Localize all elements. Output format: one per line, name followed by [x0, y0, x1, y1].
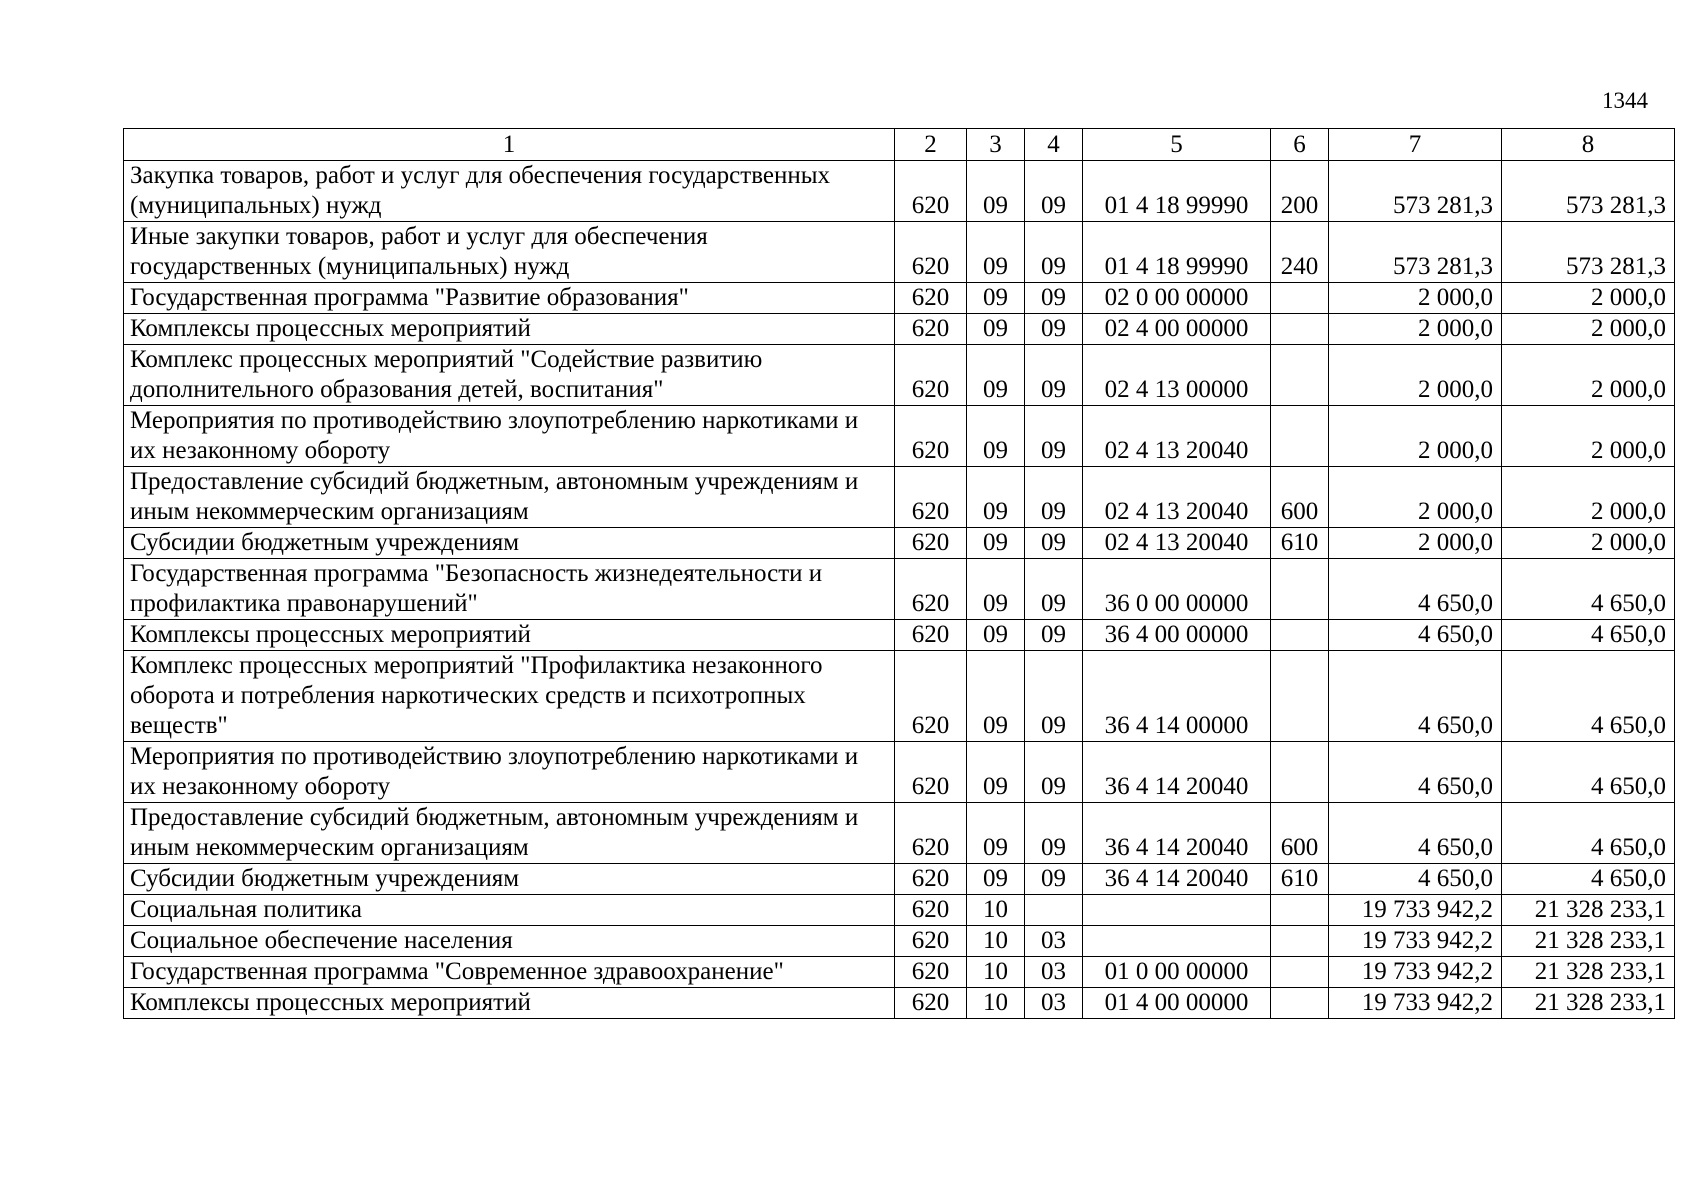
cell-section: 10 [967, 988, 1025, 1019]
table-row [124, 406, 1675, 467]
cell-ved: 620 [895, 345, 967, 406]
cell-section: 10 [967, 926, 1025, 957]
column-header-5: 5 [1083, 129, 1271, 161]
cell-section: 10 [967, 957, 1025, 988]
cell-section: 09 [967, 467, 1025, 528]
cell-amount-1: 19 733 942,2 [1329, 957, 1502, 988]
cell-ved: 620 [895, 314, 967, 345]
cell-expense-type [1271, 620, 1329, 651]
cell-target-code: 02 4 13 00000 [1083, 345, 1271, 406]
cell-amount-1: 19 733 942,2 [1329, 926, 1502, 957]
table-row [124, 345, 1675, 406]
table-row [124, 957, 1675, 988]
table-row [124, 803, 1675, 864]
cell-amount-1: 573 281,3 [1329, 222, 1502, 283]
cell-section: 09 [967, 161, 1025, 222]
cell-expense-type [1271, 314, 1329, 345]
cell-ved: 620 [895, 895, 967, 926]
cell-target-code: 02 4 13 20040 [1083, 406, 1271, 467]
cell-amount-2: 2 000,0 [1502, 345, 1675, 406]
cell-expense-type [1271, 283, 1329, 314]
cell-target-code: 36 4 14 20040 [1083, 864, 1271, 895]
row-name: Мероприятия по противодействию злоупотреблению наркотиками и их незаконному обороту [124, 742, 895, 803]
cell-amount-1: 4 650,0 [1329, 864, 1502, 895]
table-row [124, 651, 1675, 742]
cell-target-code: 36 4 00 00000 [1083, 620, 1271, 651]
cell-expense-type: 610 [1271, 864, 1329, 895]
cell-subsection: 09 [1025, 467, 1083, 528]
cell-section: 09 [967, 864, 1025, 895]
cell-section: 09 [967, 528, 1025, 559]
cell-ved: 620 [895, 222, 967, 283]
cell-subsection: 09 [1025, 222, 1083, 283]
cell-amount-1: 4 650,0 [1329, 651, 1502, 742]
cell-amount-1: 4 650,0 [1329, 559, 1502, 620]
cell-expense-type: 600 [1271, 467, 1329, 528]
cell-amount-2: 2 000,0 [1502, 528, 1675, 559]
cell-subsection: 09 [1025, 620, 1083, 651]
cell-ved: 620 [895, 559, 967, 620]
cell-target-code: 02 4 13 20040 [1083, 528, 1271, 559]
row-name: Иные закупки товаров, работ и услуг для обеспечения государственных (муниципальных) нужд [124, 222, 895, 283]
cell-target-code: 01 4 18 99990 [1083, 222, 1271, 283]
cell-ved: 620 [895, 283, 967, 314]
table-row [124, 926, 1675, 957]
cell-amount-1: 19 733 942,2 [1329, 895, 1502, 926]
cell-expense-type: 600 [1271, 803, 1329, 864]
cell-subsection: 09 [1025, 559, 1083, 620]
column-header-8: 8 [1502, 129, 1675, 161]
table-header [124, 129, 1675, 161]
cell-subsection [1025, 895, 1083, 926]
cell-ved: 620 [895, 406, 967, 467]
cell-target-code: 36 4 14 00000 [1083, 651, 1271, 742]
row-name: Субсидии бюджетным учреждениям [124, 528, 895, 559]
row-name: Государственная программа "Развитие образования" [124, 283, 895, 314]
row-name: Комплексы процессных мероприятий [124, 314, 895, 345]
cell-amount-2: 21 328 233,1 [1502, 926, 1675, 957]
cell-expense-type: 240 [1271, 222, 1329, 283]
cell-amount-1: 19 733 942,2 [1329, 988, 1502, 1019]
cell-target-code: 36 0 00 00000 [1083, 559, 1271, 620]
cell-amount-2: 573 281,3 [1502, 161, 1675, 222]
cell-ved: 620 [895, 988, 967, 1019]
cell-section: 09 [967, 651, 1025, 742]
cell-subsection: 09 [1025, 161, 1083, 222]
cell-amount-1: 573 281,3 [1329, 161, 1502, 222]
row-name: Мероприятия по противодействию злоупотреблению наркотиками и их незаконному обороту [124, 406, 895, 467]
cell-target-code: 36 4 14 20040 [1083, 742, 1271, 803]
budget-table [123, 128, 1675, 1019]
cell-expense-type [1271, 957, 1329, 988]
row-name: Субсидии бюджетным учреждениям [124, 864, 895, 895]
row-name: Комплекс процессных мероприятий "Профилактика незаконного оборота и потребления наркотических средств и психотропных веществ" [124, 651, 895, 742]
cell-amount-2: 2 000,0 [1502, 467, 1675, 528]
cell-expense-type [1271, 895, 1329, 926]
row-name: Предоставление субсидий бюджетным, автономным учреждениям и иным некоммерческим организациям [124, 803, 895, 864]
cell-amount-2: 21 328 233,1 [1502, 895, 1675, 926]
cell-section: 09 [967, 345, 1025, 406]
cell-target-code: 01 0 00 00000 [1083, 957, 1271, 988]
cell-ved: 620 [895, 528, 967, 559]
table-row [124, 559, 1675, 620]
cell-section: 09 [967, 314, 1025, 345]
cell-subsection: 09 [1025, 314, 1083, 345]
cell-target-code: 02 4 13 20040 [1083, 467, 1271, 528]
cell-amount-1: 2 000,0 [1329, 467, 1502, 528]
cell-expense-type: 200 [1271, 161, 1329, 222]
row-name: Комплекс процессных мероприятий "Содействие развитию дополнительного образования детей, воспитания" [124, 345, 895, 406]
cell-section: 09 [967, 559, 1025, 620]
cell-section: 09 [967, 283, 1025, 314]
table-row [124, 283, 1675, 314]
cell-ved: 620 [895, 651, 967, 742]
row-name: Социальная политика [124, 895, 895, 926]
cell-subsection: 09 [1025, 803, 1083, 864]
cell-target-code: 01 4 18 99990 [1083, 161, 1271, 222]
cell-amount-2: 21 328 233,1 [1502, 988, 1675, 1019]
cell-section: 09 [967, 803, 1025, 864]
cell-amount-2: 2 000,0 [1502, 283, 1675, 314]
cell-ved: 620 [895, 864, 967, 895]
cell-amount-2: 2 000,0 [1502, 314, 1675, 345]
table-row [124, 314, 1675, 345]
row-name: Закупка товаров, работ и услуг для обеспечения государственных (муниципальных) нужд [124, 161, 895, 222]
cell-subsection: 09 [1025, 406, 1083, 467]
cell-amount-1: 4 650,0 [1329, 620, 1502, 651]
header-row [124, 129, 1675, 161]
cell-expense-type [1271, 406, 1329, 467]
cell-amount-1: 2 000,0 [1329, 283, 1502, 314]
cell-section: 09 [967, 742, 1025, 803]
column-header-3: 3 [967, 129, 1025, 161]
row-name: Комплексы процессных мероприятий [124, 988, 895, 1019]
cell-amount-2: 4 650,0 [1502, 559, 1675, 620]
table-row [124, 895, 1675, 926]
cell-amount-2: 4 650,0 [1502, 651, 1675, 742]
cell-amount-2: 4 650,0 [1502, 620, 1675, 651]
cell-subsection: 09 [1025, 742, 1083, 803]
cell-ved: 620 [895, 803, 967, 864]
cell-amount-2: 4 650,0 [1502, 742, 1675, 803]
cell-amount-1: 2 000,0 [1329, 528, 1502, 559]
cell-section: 10 [967, 895, 1025, 926]
cell-amount-1: 2 000,0 [1329, 345, 1502, 406]
page-number: 1344 [1602, 88, 1648, 113]
cell-amount-2: 4 650,0 [1502, 864, 1675, 895]
cell-subsection: 09 [1025, 345, 1083, 406]
cell-ved: 620 [895, 161, 967, 222]
cell-target-code: 36 4 14 20040 [1083, 803, 1271, 864]
table-row [124, 467, 1675, 528]
cell-expense-type [1271, 926, 1329, 957]
cell-amount-1: 4 650,0 [1329, 742, 1502, 803]
cell-ved: 620 [895, 926, 967, 957]
cell-subsection: 03 [1025, 988, 1083, 1019]
cell-section: 09 [967, 620, 1025, 651]
cell-target-code [1083, 926, 1271, 957]
table-row [124, 161, 1675, 222]
table-row [124, 988, 1675, 1019]
cell-target-code: 02 4 00 00000 [1083, 314, 1271, 345]
cell-amount-2: 21 328 233,1 [1502, 957, 1675, 988]
cell-amount-2: 4 650,0 [1502, 803, 1675, 864]
cell-subsection: 09 [1025, 651, 1083, 742]
column-header-1: 1 [124, 129, 895, 161]
cell-target-code: 02 0 00 00000 [1083, 283, 1271, 314]
cell-expense-type [1271, 988, 1329, 1019]
column-header-4: 4 [1025, 129, 1083, 161]
cell-amount-2: 2 000,0 [1502, 406, 1675, 467]
column-header-6: 6 [1271, 129, 1329, 161]
column-header-7: 7 [1329, 129, 1502, 161]
cell-expense-type [1271, 742, 1329, 803]
table-row [124, 742, 1675, 803]
cell-subsection: 09 [1025, 864, 1083, 895]
cell-expense-type: 610 [1271, 528, 1329, 559]
cell-ved: 620 [895, 620, 967, 651]
table-row [124, 620, 1675, 651]
cell-expense-type [1271, 345, 1329, 406]
cell-expense-type [1271, 651, 1329, 742]
cell-target-code: 01 4 00 00000 [1083, 988, 1271, 1019]
row-name: Государственная программа "Безопасность жизнедеятельности и профилактика правонарушений" [124, 559, 895, 620]
cell-ved: 620 [895, 467, 967, 528]
table-row [124, 528, 1675, 559]
cell-amount-2: 573 281,3 [1502, 222, 1675, 283]
cell-ved: 620 [895, 742, 967, 803]
row-name: Комплексы процессных мероприятий [124, 620, 895, 651]
table-body [124, 161, 1675, 1019]
cell-subsection: 03 [1025, 926, 1083, 957]
cell-amount-1: 2 000,0 [1329, 406, 1502, 467]
cell-subsection: 09 [1025, 283, 1083, 314]
cell-section: 09 [967, 222, 1025, 283]
table-row [124, 222, 1675, 283]
row-name: Социальное обеспечение населения [124, 926, 895, 957]
cell-ved: 620 [895, 957, 967, 988]
cell-target-code [1083, 895, 1271, 926]
cell-amount-1: 4 650,0 [1329, 803, 1502, 864]
cell-subsection: 09 [1025, 528, 1083, 559]
column-header-2: 2 [895, 129, 967, 161]
row-name: Предоставление субсидий бюджетным, автономным учреждениям и иным некоммерческим организациям [124, 467, 895, 528]
cell-expense-type [1271, 559, 1329, 620]
row-name: Государственная программа "Современное здравоохранение" [124, 957, 895, 988]
cell-subsection: 03 [1025, 957, 1083, 988]
cell-section: 09 [967, 406, 1025, 467]
cell-amount-1: 2 000,0 [1329, 314, 1502, 345]
table-row [124, 864, 1675, 895]
